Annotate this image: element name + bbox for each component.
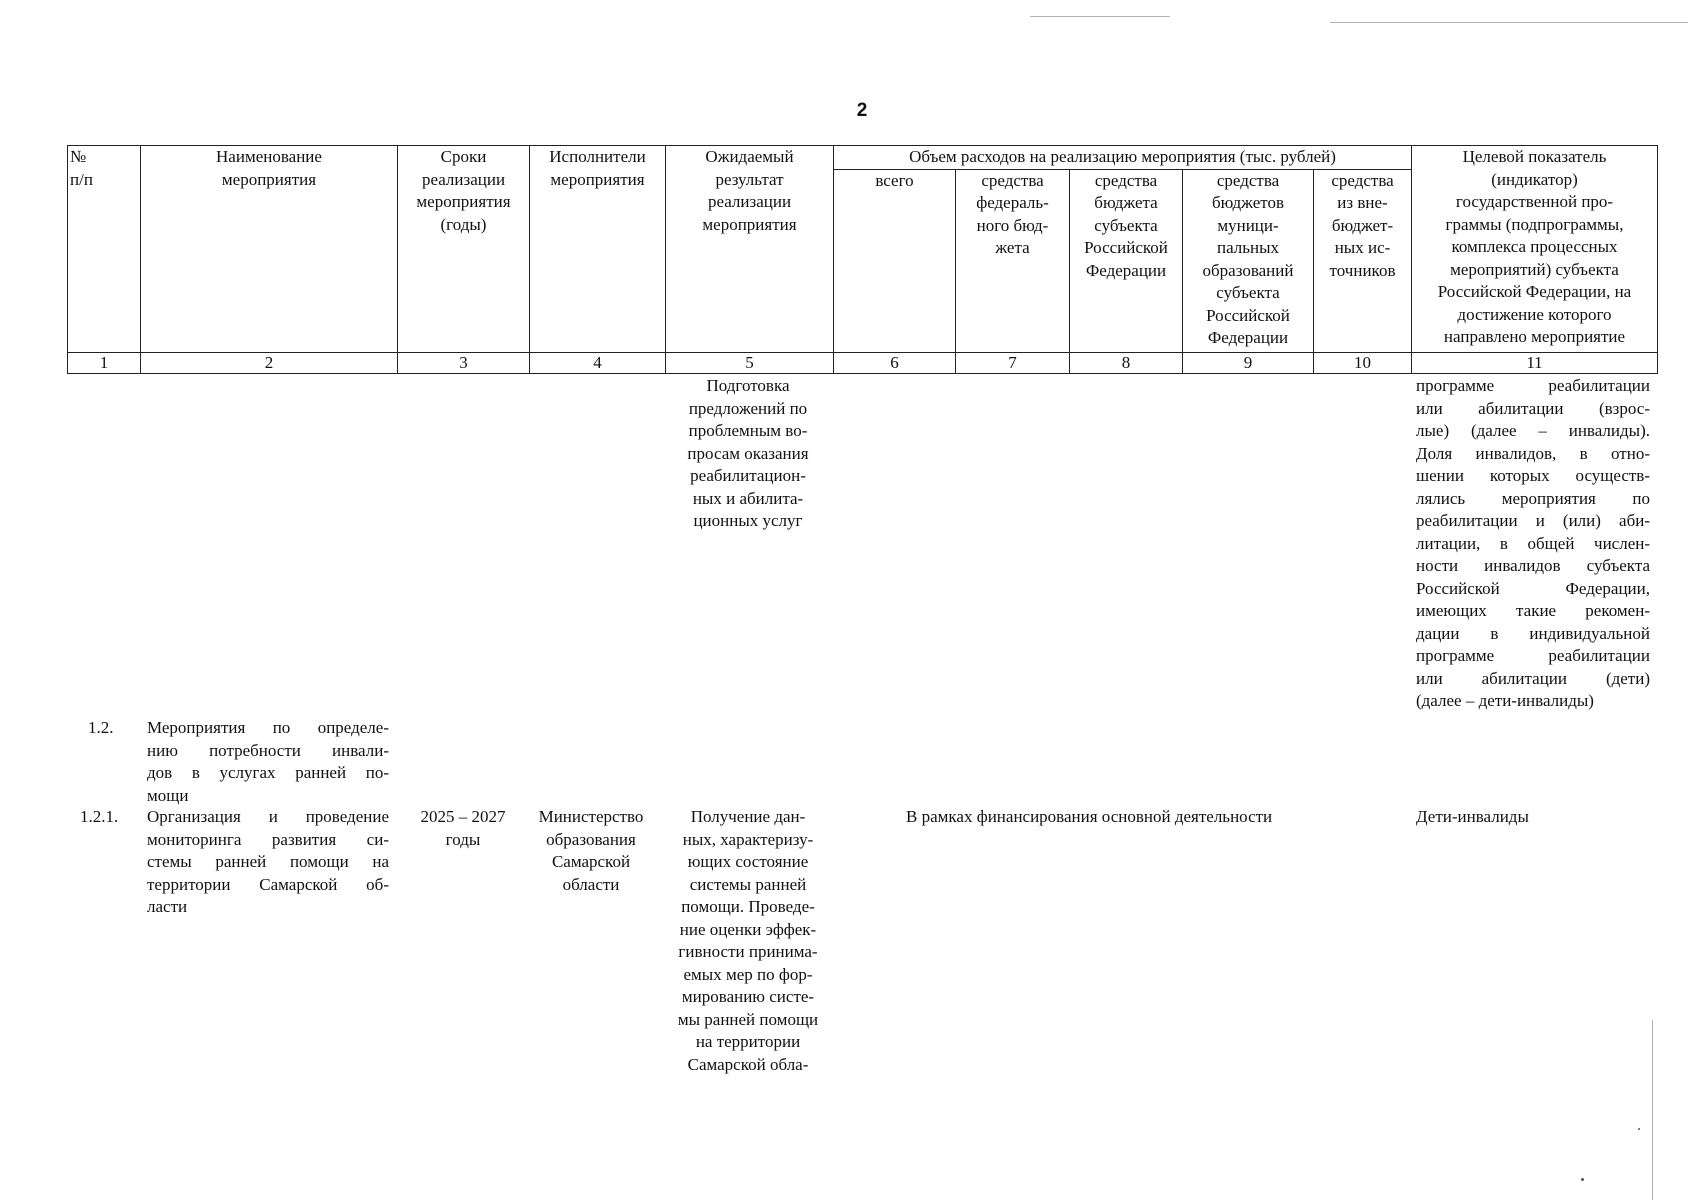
text-line: бюджета xyxy=(1094,193,1158,212)
text-line: системы ранней xyxy=(689,874,807,894)
text-line: Ожидаемый xyxy=(705,147,794,166)
text-line: Российской Федерации, xyxy=(1416,578,1650,598)
text-line: ного бюд- xyxy=(976,215,1049,235)
text-line: Федерации xyxy=(1207,328,1289,347)
text-line: (индикатор) xyxy=(1491,169,1578,189)
header-col-period xyxy=(398,146,530,353)
text-line: Целевой показатель xyxy=(1462,147,1607,166)
text-line: граммы (подпрограммы, xyxy=(1445,214,1624,234)
text-line: средства xyxy=(1216,170,1280,190)
header-col-municipal xyxy=(1183,169,1314,352)
header-col-executor xyxy=(530,146,666,353)
column-number: 6 xyxy=(834,352,956,373)
header-col-regional xyxy=(1070,169,1183,352)
header-col-result xyxy=(666,146,834,353)
scan-speck xyxy=(1581,1178,1584,1181)
text-line: направлено мероприятие xyxy=(1443,327,1626,346)
text-line: программе реабилитации xyxy=(1416,376,1650,395)
text-line: средства xyxy=(1331,170,1394,190)
header-col-name xyxy=(141,146,398,353)
scan-speck xyxy=(1638,1128,1640,1130)
text-line: бюджетов xyxy=(1212,193,1284,212)
text-line: ных и абилита- xyxy=(692,488,804,508)
text-line: территории Самарской об- xyxy=(147,874,389,894)
text-line: ние оценки эффек- xyxy=(679,919,817,939)
text-line: мированию систе- xyxy=(681,987,815,1006)
item-1-2-1-period xyxy=(404,806,522,851)
text-line: результат xyxy=(715,169,784,189)
text-line: бюджет- xyxy=(1331,215,1394,235)
item-1-2-1-number: 1.2.1. xyxy=(80,807,119,826)
column-number: 4 xyxy=(530,352,666,373)
text-line: реализации xyxy=(707,192,792,211)
text-line: мероприятия xyxy=(702,214,797,234)
text-line: из вне- xyxy=(1337,193,1388,212)
text-line: Российской xyxy=(1206,305,1290,325)
column-number: 7 xyxy=(956,352,1070,373)
continued-indicator-text xyxy=(1416,375,1650,713)
page-number: 2 xyxy=(856,100,868,121)
text-line: области xyxy=(562,874,620,894)
text-line: (далее – дети-инвалиды) xyxy=(1416,691,1594,710)
text-line: государственной про- xyxy=(1455,192,1614,211)
text-line: Исполнители xyxy=(549,147,646,166)
text-line: шении которых осуществ- xyxy=(1416,466,1650,485)
header-col-indicator xyxy=(1412,146,1658,353)
text-line: п/п xyxy=(70,169,93,189)
text-line: гивности принима- xyxy=(678,942,818,961)
text-line: Получение дан- xyxy=(690,807,806,826)
column-number: 2 xyxy=(141,352,398,373)
text-line: Российской Федерации, на xyxy=(1437,282,1632,301)
text-line: ных, характеризу- xyxy=(682,829,814,849)
text-line: лялись мероприятия по xyxy=(1416,488,1650,508)
column-number: 11 xyxy=(1412,352,1658,373)
header-col-extrabudget xyxy=(1314,169,1412,352)
continued-result-text xyxy=(664,375,832,533)
text-line: Сроки xyxy=(440,147,487,166)
text-line: или абилитации (дети) xyxy=(1416,668,1650,688)
text-line: лые) (далее – инвалиды). xyxy=(1416,421,1650,440)
text-line: стемы ранней помощи на xyxy=(147,852,389,871)
text-line: проблемным во- xyxy=(688,421,808,440)
text-line: (годы) xyxy=(440,214,487,234)
text-line: средства xyxy=(1094,170,1158,190)
text-line: Самарской xyxy=(551,852,631,871)
item-1-2-1-executor xyxy=(526,806,656,896)
item-1-2-number: 1.2. xyxy=(88,718,114,737)
column-number: 8 xyxy=(1070,352,1183,373)
text-line: реализации xyxy=(421,169,506,189)
text-line: Федерации xyxy=(1085,260,1167,280)
text-line: средства xyxy=(981,170,1044,190)
text-line: комплекса процессных xyxy=(1451,237,1618,256)
text-line: просам оказания xyxy=(687,443,809,463)
text-line: имеющих такие рекомен- xyxy=(1416,601,1650,620)
text-line: Доля инвалидов, в отно- xyxy=(1416,443,1650,463)
text-line: мероприятия xyxy=(221,169,317,189)
text-line: ности инвалидов субъекта xyxy=(1416,556,1650,575)
text-line: мероприятий) субъекта xyxy=(1450,259,1619,279)
text-line: на территории xyxy=(695,1032,801,1051)
text-line: Мероприятия по определе- xyxy=(147,718,389,737)
text-line: № xyxy=(70,147,87,166)
text-line: или абилитации (взрос- xyxy=(1416,398,1650,418)
scan-artifact-line xyxy=(1330,22,1688,23)
item-1-2-name xyxy=(147,717,389,807)
text-line: муници- xyxy=(1217,215,1279,235)
item-1-2-1-result xyxy=(660,806,836,1076)
text-line: реабилитацион- xyxy=(690,466,806,485)
text-line: ющих состояние xyxy=(687,852,809,871)
text-line: жета xyxy=(995,238,1030,257)
text-line: Российской xyxy=(1084,238,1168,257)
text-line: Самарской обла- xyxy=(687,1054,809,1074)
column-number: 10 xyxy=(1314,352,1412,373)
text-line: ласти xyxy=(147,897,188,916)
text-line: образований xyxy=(1202,260,1294,280)
text-line: дации в индивидуальной xyxy=(1416,623,1650,643)
text-line: всего xyxy=(875,170,914,190)
text-line: годы xyxy=(445,829,481,849)
column-number: 1 xyxy=(68,352,141,373)
text-line: субъекта xyxy=(1094,215,1158,235)
scan-artifact-line xyxy=(1652,1020,1653,1200)
text-line: нию потребности инвали- xyxy=(147,740,389,760)
text-line: мониторинга развития си- xyxy=(147,829,389,849)
text-line: литации, в общей числен- xyxy=(1416,533,1650,553)
text-line: Министерство xyxy=(538,807,644,826)
header-expense-group: Объем расходов на реализацию мероприятия (тыс. рублей) xyxy=(834,146,1412,170)
text-line: мы ранней помощи xyxy=(677,1009,819,1029)
column-number: 3 xyxy=(398,352,530,373)
text-line: ционных услуг xyxy=(693,511,803,530)
column-number: 9 xyxy=(1183,352,1314,373)
text-line: предложений по xyxy=(688,398,808,418)
text-line: ных ис- xyxy=(1334,238,1391,257)
text-line: субъекта xyxy=(1216,283,1280,302)
column-number: 5 xyxy=(666,352,834,373)
item-1-2-1-indicator: Дети-инвалиды xyxy=(1416,807,1529,826)
text-line: пальных xyxy=(1216,238,1280,257)
text-line: мероприятия xyxy=(550,169,645,189)
text-line: реабилитации и (или) аби- xyxy=(1416,511,1650,530)
text-line: достижение которого xyxy=(1457,304,1612,324)
text-line: федераль- xyxy=(976,193,1049,212)
header-col-total xyxy=(834,169,956,352)
text-line: мощи xyxy=(147,785,189,805)
text-line: Наименование xyxy=(216,147,322,166)
header-col-number xyxy=(68,146,141,353)
text-line: емых мер по фор- xyxy=(683,964,813,984)
text-line: образования xyxy=(546,829,636,849)
text-line: 2025 – 2027 xyxy=(420,807,506,826)
text-line: точников xyxy=(1329,260,1396,280)
header-col-federal xyxy=(956,169,1070,352)
item-1-2-1-name xyxy=(147,806,389,919)
text-line: помощи. Проведе- xyxy=(681,897,815,916)
text-line: Организация и проведение xyxy=(147,807,389,826)
text-line: мероприятия xyxy=(416,192,511,211)
text-line: дов в услугах ранней по- xyxy=(147,763,389,782)
text-line: Подготовка xyxy=(706,376,790,395)
table-header xyxy=(67,145,1658,374)
item-1-2-1-financing: В рамках финансирования основной деятельности xyxy=(906,807,1273,826)
text-line: программе реабилитации xyxy=(1416,646,1650,665)
scan-artifact-line xyxy=(1030,16,1170,17)
